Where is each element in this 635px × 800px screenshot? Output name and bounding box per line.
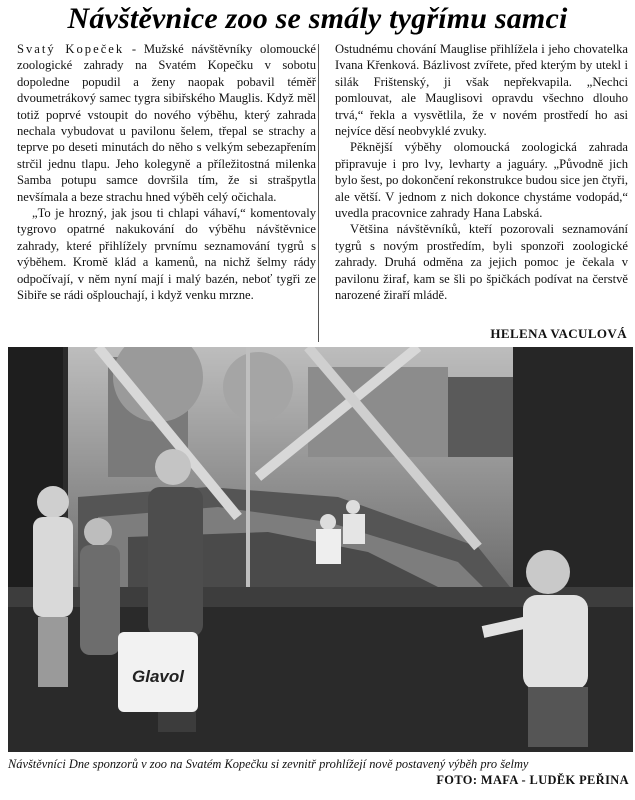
- author-byline: HELENA VACULOVÁ: [490, 326, 627, 341]
- article-column-left: [17, 41, 316, 304]
- column-divider: [318, 44, 319, 342]
- paragraph-text: - Mužské návštěvníky olomoucké zoologické zahrady na Svatém Kopečku v sobotu dopoledne popudil a ženy naopak pobavil téměř dvoumetrákový samec tygra sibiřského Mauglis. Když měl totiž poprvé vstoupit do nového výběhu, který zahrada nechala vybudovat u pavilonu šelem, třepal se strachy a teprve po deseti minutách do něho s velkým sebezapřením strčil jednu tlapu. Jeho kolegyně a příležitostná milenka Samba potupu samce dovršila tím, že si strašpytla nevšímala a beze strachu hned výběh celý očichala.: [17, 42, 317, 204]
- photo-caption: Návštěvníci Dne sponzorů v zoo na Svatém Kopečku si zevnitř prohlížejí nově postavený výběh pro šelmy: [8, 757, 529, 771]
- paragraph: Většina návštěvníků, kteří pozorovali seznamování tygrů s novým prostředím, byli sponzoři zoologické zahrady. Druhá odměna za jejich pomoc je čekala v pavilonu žiraf, kam se šli po špičkách podívat na čerstvě narozené žiraří mládě.: [335, 222, 628, 303]
- paragraph: [17, 41, 316, 205]
- article-headline: Návštěvnice zoo se smály tygřímu samci: [67, 2, 568, 35]
- article-photo: [8, 347, 633, 752]
- photo-illustration: [8, 347, 633, 752]
- article-column-right: [335, 41, 628, 304]
- photo-credit: FOTO: MAFA - LUDĚK PEŘINA: [436, 773, 629, 787]
- paragraph: „To je hrozný, jak jsou ti chlapi váhaví,“ komentovaly tygrovo opatrné nakukování do výběhu návštěvnice zahrady, které přihlížely prvnímu seznamování tygrů s výběhem. Kromě klád a kamenů, na nichž šelmy rády odpočívají, v něm nyní mají i malý bazén, neboť tygři ze Sibiře se rádi ošplouchají, i když venku mrzne.: [17, 206, 316, 303]
- bag-logo-text: Glavol: [132, 667, 184, 686]
- dateline-place: Svatý Kopeček: [17, 42, 125, 56]
- paragraph: Pěknější výběhy olomoucká zoologická zahrada připravuje i pro lvy, levharty a jaguáry. „Původně jich bylo šest, po dokončení rekonstrukce budou sice jen čtyři, ale větší. V jednom z nich dokonce chystáme vodopád,“ uvedla pracovnice zahrady Hana Labská.: [335, 140, 628, 221]
- paragraph: Ostudnému chování Mauglise přihlížela i jeho chovatelka Ivana Křenková. Bázlivost zvířete, před kterým by utekl i silák Frištenský, ji však nepřekvapila. „Nechci pomlouvat, ale Mauglisovi opravdu všechno dlouho trvá,“ řekla a vysvětlila, že v novém prostředí ho asi nejvíce děsí neobvyklé zvuky.: [335, 42, 628, 139]
